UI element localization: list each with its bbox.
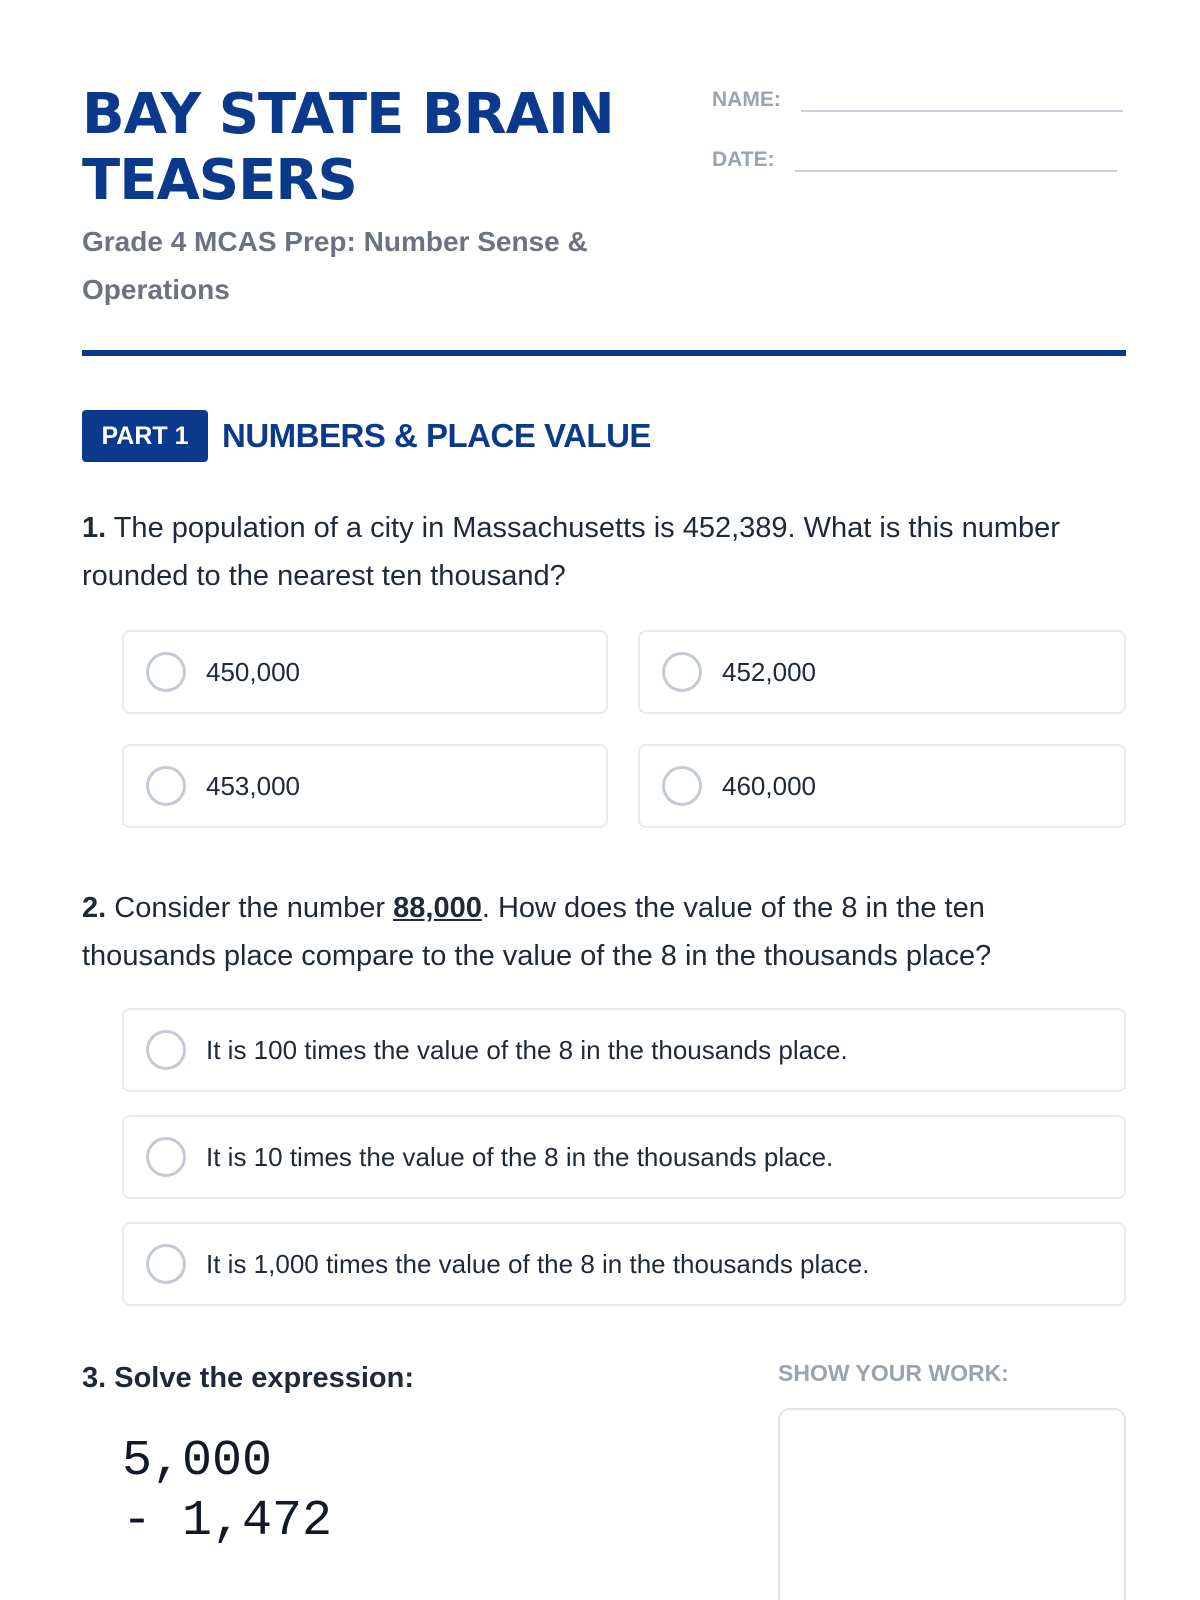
radio-circle-icon[interactable] xyxy=(146,1137,186,1177)
radio-circle-icon[interactable] xyxy=(146,652,186,692)
expression-line-2: - 1,472 xyxy=(122,1493,333,1550)
worksheet-subtitle: Grade 4 MCAS Prep: Number Sense & Operations xyxy=(82,226,588,305)
name-field[interactable] xyxy=(801,110,1123,112)
q1-option-c[interactable] xyxy=(122,744,608,828)
worksheet-title: BAY STATE BRAIN TEASERS xyxy=(82,82,614,213)
radio-circle-icon[interactable] xyxy=(146,766,186,806)
option-label: 450,000 xyxy=(206,656,300,687)
q2-option-c[interactable] xyxy=(122,1222,1126,1306)
option-label: It is 100 times the value of the 8 in the thousands place. xyxy=(206,1034,848,1065)
q2-option-b[interactable] xyxy=(122,1115,1126,1199)
q1-option-d[interactable] xyxy=(638,744,1126,828)
question-text-before: Consider the number xyxy=(106,892,394,924)
date-label: DATE: xyxy=(712,148,775,171)
expression-line-1: 5,000 xyxy=(122,1433,273,1490)
q2-option-a[interactable] xyxy=(122,1008,1126,1092)
work-area[interactable] xyxy=(778,1408,1126,1600)
option-label: 453,000 xyxy=(206,770,300,801)
question-number: 2. xyxy=(82,892,107,924)
name-label: NAME: xyxy=(712,88,781,111)
question-text-after: . How does the value of the 8 in the ten thousands place compare to the value of the 8 in the thousands place? xyxy=(82,892,992,972)
header-divider xyxy=(82,350,1126,356)
date-field[interactable] xyxy=(795,170,1117,172)
name-row xyxy=(712,88,1123,112)
radio-circle-icon[interactable] xyxy=(146,1244,186,1284)
question-2 xyxy=(82,884,1126,980)
option-label: It is 10 times the value of the 8 in the thousands place. xyxy=(206,1141,834,1172)
q1-option-b[interactable] xyxy=(638,630,1126,714)
date-row xyxy=(712,148,1117,172)
question-number: 1. xyxy=(82,512,107,544)
part-badge: PART 1 xyxy=(82,410,208,462)
question-3-label: 3. Solve the expression: xyxy=(82,1362,415,1394)
part-title: NUMBERS & PLACE VALUE xyxy=(222,417,651,454)
option-label: 460,000 xyxy=(722,770,816,801)
question-text: The population of a city in Massachusetts is 452,389. What is this number rounded to the nearest ten thousand? xyxy=(82,512,1060,592)
radio-circle-icon[interactable] xyxy=(662,766,702,806)
radio-circle-icon[interactable] xyxy=(662,652,702,692)
radio-circle-icon[interactable] xyxy=(146,1030,186,1070)
q1-option-a[interactable] xyxy=(122,630,608,714)
question-1 xyxy=(82,504,1126,600)
show-work-label: SHOW YOUR WORK: xyxy=(778,1360,1009,1386)
option-label: It is 1,000 times the value of the 8 in the thousands place. xyxy=(206,1248,870,1279)
highlighted-number: 88,000 xyxy=(393,892,482,924)
option-label: 452,000 xyxy=(722,656,816,687)
